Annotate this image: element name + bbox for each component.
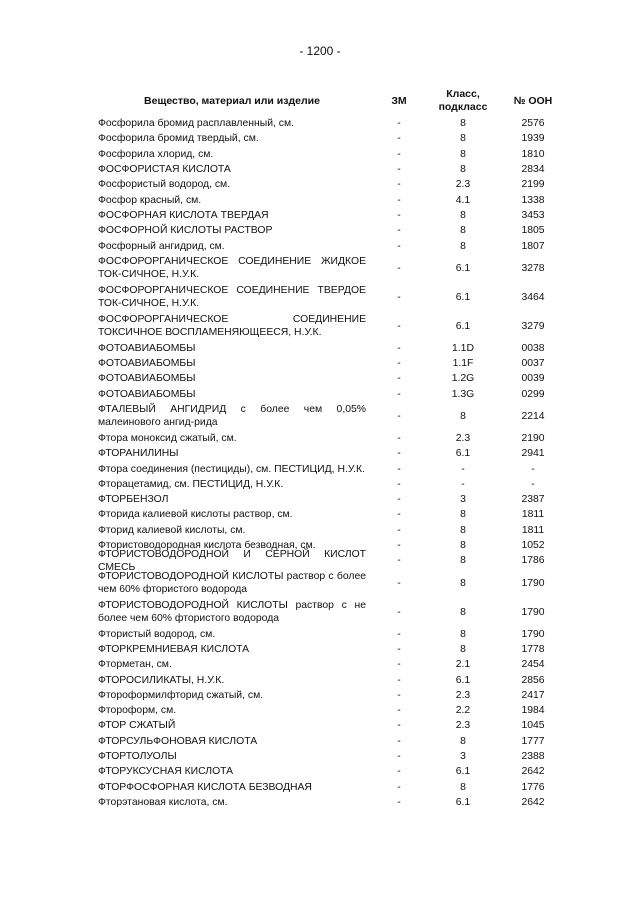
table-row [98,116,568,131]
zm-cell: - [397,148,401,160]
table-row [98,223,568,238]
class-cell: 2.3 [455,689,471,701]
table-row [98,598,568,627]
zm-cell: - [397,433,401,444]
class-cell: 8 [460,606,466,618]
un-number-cell: 1939 [521,133,545,145]
class-cell: 6.1 [455,796,471,808]
table-row [98,492,568,507]
table-row [98,312,568,341]
un-number-cell: 1777 [521,735,545,747]
header-zm: ЗМ [391,95,407,107]
zm-cell: - [397,179,401,191]
table-row [98,548,568,573]
zm-cell: - [397,209,401,221]
substance-cell: ФОТОАВИАБОМБЫ [98,373,196,385]
table-row [98,238,568,253]
class-cell: 2.3 [455,720,471,732]
un-number-cell: 1811 [521,509,545,521]
zm-cell: - [397,689,401,701]
substance-cell: ФТОРУКСУСНАЯ КИСЛОТА [98,766,234,778]
zm-cell: - [397,577,401,589]
zm-cell: - [397,643,401,655]
un-number-cell: 3278 [521,262,545,274]
substance-cell: ФТОРИСТОВОДОРОДНОЙ И СЕРНОЙ КИСЛОТ СМЕСЬ [98,548,366,573]
substance-cell: Фторметан, см. [98,659,172,671]
table-body [98,116,568,810]
table-row [98,431,568,446]
substance-cell: ФОТОАВИАБОМБЫ [98,342,196,354]
table-row [98,192,568,207]
zm-cell: - [397,720,401,732]
substance-cell: Фтористоводородная кислота безводная, см. [98,540,316,552]
un-number-cell: 2454 [521,659,545,671]
zm-cell: - [397,478,401,490]
table-row [98,523,568,538]
table-row [98,477,568,492]
zm-cell: - [397,766,401,778]
un-number-cell: 2856 [521,674,545,686]
header-class [428,88,498,114]
table-row [98,356,568,371]
zm-cell: - [397,342,401,354]
header-substance: Вещество, материал или изделие [144,95,320,107]
table-row [98,371,568,386]
substance-cell: Фосфорный ангидрид, см. [98,240,225,252]
un-number-cell: 2576 [521,118,545,130]
header-class-line2: подкласс [438,101,488,113]
table-row [98,254,568,283]
class-cell: 8 [460,225,466,237]
substance-cell: ФТАЛЕВЫЙ АНГИДРИД с более чем 0,05% малеинового ангид-рида [98,404,366,429]
zm-cell: - [397,674,401,686]
substance-cell: ФТОРИСТОВОДОРОДНОЙ КИСЛОТЫ раствор с не более чем 60% фтористого водорода [98,600,366,625]
zm-cell: - [397,540,401,552]
substance-cell: Фторид калиевой кислоты, см. [98,524,246,536]
un-number-cell: 2417 [521,689,545,701]
substance-cell: Фтороформилфторид сжатый, см. [98,689,264,701]
substance-cell: ФОСФОРНОЙ КИСЛОТЫ РАСТВОР [98,225,273,237]
class-cell: 2.3 [455,179,471,191]
substance-cell: Фосфорила бромид твердый, см. [98,133,259,145]
substance-cell: Фосфорила бромид расплавленный, см. [98,118,295,130]
un-number-cell: 1984 [521,705,545,717]
class-cell: 8 [460,209,466,221]
zm-cell: - [397,194,401,206]
table-row [98,147,568,162]
un-number-cell: 1790 [521,577,545,589]
table-header [98,86,568,116]
un-number-cell: 3453 [521,209,545,221]
class-cell: 6.1 [455,766,471,778]
zm-cell: - [397,555,401,567]
class-cell: 8 [460,524,466,536]
zm-cell: - [397,388,401,400]
un-number-cell: 1776 [521,781,545,793]
substance-cell: Фтористый водород, см. [98,628,216,640]
substance-cell: ФОСФОРОРГАНИЧЕСКОЕ СОЕДИНЕНИЕ ТОКСИЧНОЕ ВОСПЛАМЕНЯЮЩЕЕСЯ, Н.У.К. [98,314,366,339]
table-row [98,341,568,356]
header-un-number: № ООН [513,95,553,107]
class-cell: 8 [460,735,466,747]
class-cell: 1.2G [451,373,475,385]
class-cell: - [461,478,465,490]
page-number: - 1200 - [299,44,341,58]
zm-cell: - [397,781,401,793]
zm-cell: - [397,240,401,252]
class-cell: 8 [460,628,466,640]
un-number-cell: 3464 [521,291,545,303]
un-number-cell: 0037 [521,358,545,370]
substance-cell: Фтора соединения (пестициды), см. ПЕСТИЦИД, Н.У.К. [98,463,365,475]
un-number-cell: 1786 [521,555,545,567]
substance-cell: Фторида калиевой кислоты раствор, см. [98,509,293,521]
substance-cell: ФОТОАВИАБОМБЫ [98,358,196,370]
un-number-cell: 1811 [521,524,545,536]
table-row [98,507,568,522]
substance-cell: ФТОР СЖАТЫЙ [98,720,176,732]
un-number-cell: 1805 [521,225,545,237]
table-row [98,764,568,779]
substance-cell: ФТОРАНИЛИНЫ [98,448,179,460]
table-row [98,569,568,598]
un-number-cell: 1790 [521,628,545,640]
table-row [98,795,568,810]
substance-cell: ФОСФОРИСТАЯ КИСЛОТА [98,164,231,176]
table-row [98,283,568,312]
class-cell: 1.1D [452,342,474,354]
class-cell: 8 [460,781,466,793]
un-number-cell: 1810 [521,148,545,160]
class-cell: 8 [460,643,466,655]
class-cell: 8 [460,540,466,552]
table-row [98,703,568,718]
un-number-cell: 1338 [521,194,545,206]
table-row [98,688,568,703]
un-number-cell: 1778 [521,643,545,655]
table-row [98,734,568,749]
zm-cell: - [397,118,401,130]
substance-cell: ФТОРИСТОВОДОРОДНОЙ КИСЛОТЫ раствор с более чем 60% фтористого водорода [98,571,366,596]
un-number-cell: - [531,478,535,490]
table-row [98,446,568,461]
class-cell: 3 [460,751,466,763]
substance-cell: ФТОРСУЛЬФОНОВАЯ КИСЛОТА [98,735,258,747]
zm-cell: - [397,133,401,145]
un-number-cell: 2388 [521,751,545,763]
substance-cell: ФОТОАВИАБОМБЫ [98,388,196,400]
substance-cell: ФОСФОРОРГАНИЧЕСКОЕ СОЕДИНЕНИЕ ТВЕРДОЕ ТОК-СИЧНОЕ, Н.У.К. [98,285,366,310]
substance-cell: Фосфористый водород, см. [98,179,231,191]
zm-cell: - [397,705,401,717]
un-number-cell: 1045 [521,720,545,732]
table-row [98,162,568,177]
un-number-cell: 3279 [521,320,545,332]
zm-cell: - [397,524,401,536]
substance-cell: ФТОРКРЕМНИЕВАЯ КИСЛОТА [98,643,250,655]
class-cell: 6.1 [455,674,471,686]
class-cell: 4.1 [455,194,471,206]
substance-cell: ФТОРТОЛУОЛЫ [98,751,177,763]
table-row [98,780,568,795]
zm-cell: - [397,751,401,763]
class-cell: 6.1 [455,291,471,303]
zm-cell: - [397,509,401,521]
table-row [98,627,568,642]
header-class-line1: Класс, [446,88,480,100]
zm-cell: - [397,373,401,385]
un-number-cell: 1052 [521,540,545,552]
substance-cell: Фтороформ, см. [98,705,177,717]
class-cell: 2.1 [455,659,471,671]
zm-cell: - [397,463,401,475]
class-cell: 8 [460,555,466,567]
un-number-cell: 1807 [521,240,545,252]
zm-cell: - [397,410,401,422]
un-number-cell: 0038 [521,342,545,354]
class-cell: 8 [460,118,466,130]
table-row [98,208,568,223]
un-number-cell: 1790 [521,606,545,618]
un-number-cell: 2941 [521,448,545,460]
table-row [98,387,568,402]
table-row [98,177,568,192]
zm-cell: - [397,291,401,303]
class-cell: 8 [460,148,466,160]
table-row [98,657,568,672]
zm-cell: - [397,796,401,808]
class-cell: 8 [460,240,466,252]
class-cell: 8 [460,133,466,145]
class-cell: 6.1 [455,448,471,460]
un-number-cell: 2190 [521,433,545,444]
class-cell: - [461,463,465,475]
class-cell: 8 [460,164,466,176]
substance-cell: ФОСФОРОРГАНИЧЕСКОЕ СОЕДИНЕНИЕ ЖИДКОЕ ТОК-СИЧНОЕ, Н.У.К. [98,256,366,281]
un-number-cell: 2214 [521,410,545,422]
class-cell: 6.1 [455,262,471,274]
substance-cell: ФОСФОРНАЯ КИСЛОТА ТВЕРДАЯ [98,209,269,221]
table-row [98,642,568,657]
class-cell: 1.3G [451,388,475,400]
zm-cell: - [397,225,401,237]
class-cell: 8 [460,577,466,589]
un-number-cell: 2387 [521,494,545,506]
un-number-cell: 2642 [521,796,545,808]
substance-cell: ФТОРОСИЛИКАТЫ, Н.У.К. [98,674,225,686]
zm-cell: - [397,448,401,460]
zm-cell: - [397,735,401,747]
table-row [98,672,568,687]
zm-cell: - [397,358,401,370]
class-cell: 2.3 [455,433,471,444]
zm-cell: - [397,320,401,332]
substance-cell: Фтора моноксид сжатый, см. [98,433,237,444]
class-cell: 3 [460,494,466,506]
zm-cell: - [397,628,401,640]
table-row [98,402,568,431]
un-number-cell: - [531,463,535,475]
un-number-cell: 2199 [521,179,545,191]
substance-cell: ФТОРФОСФОРНАЯ КИСЛОТА БЕЗВОДНАЯ [98,781,312,793]
class-cell: 6.1 [455,320,471,332]
zm-cell: - [397,262,401,274]
un-number-cell: 0039 [521,373,545,385]
un-number-cell: 2642 [521,766,545,778]
substance-cell: ФТОРБЕНЗОЛ [98,494,169,506]
substances-table [98,86,568,810]
substance-cell: Фторацетамид, см. ПЕСТИЦИД, Н.У.К. [98,478,284,490]
zm-cell: - [397,659,401,671]
class-cell: 1.1F [452,358,474,370]
substance-cell: Фосфор красный, см. [98,194,202,206]
table-row [98,461,568,476]
substance-cell: Фосфорила хлорид, см. [98,148,214,160]
class-cell: 8 [460,509,466,521]
zm-cell: - [397,494,401,506]
zm-cell: - [397,164,401,176]
substance-cell: Фторэтановая кислота, см. [98,796,228,808]
un-number-cell: 2834 [521,164,545,176]
zm-cell: - [397,606,401,618]
un-number-cell: 0299 [521,388,545,400]
class-cell: 2.2 [455,705,471,717]
table-row [98,749,568,764]
table-row [98,131,568,146]
table-row [98,718,568,733]
class-cell: 8 [460,410,466,422]
